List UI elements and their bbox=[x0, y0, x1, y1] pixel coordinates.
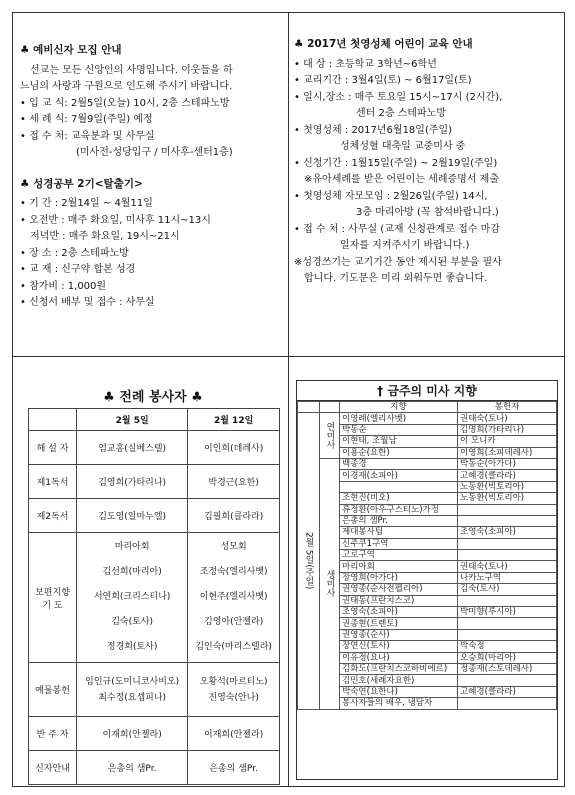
mass-intention: 고로구역 bbox=[340, 550, 458, 561]
mass-donor: 박숙정 bbox=[458, 641, 557, 652]
mass-donor: 고혜경(클라라) bbox=[458, 686, 557, 697]
mass-intention: 김화도(프란치스코하비에르) bbox=[340, 663, 458, 674]
duty-cell-list bbox=[188, 533, 280, 663]
duty-row-label: 보편지향기 도 bbox=[29, 533, 77, 663]
mass-donor: 이영희(소피데레사) bbox=[458, 447, 557, 458]
mass-intention: 이현태, 조월남 bbox=[340, 436, 458, 447]
mass-intention: 권종현(트렌토) bbox=[340, 618, 458, 629]
duty-name: 정경희(토사) bbox=[106, 642, 158, 652]
catechumen-line: 선교는 모든 신앙인의 사명입니다. 이웃들을 하 bbox=[30, 64, 233, 76]
mass-donor bbox=[458, 675, 557, 686]
mass-intention: 백종경 bbox=[340, 458, 458, 469]
communion-line: • 신청기간 : 1월15일(주일) ~ 2월19일(주일) bbox=[294, 157, 498, 169]
duty-row-label: 해 설 자 bbox=[29, 431, 77, 465]
mass-intention: 조현진(비오) bbox=[340, 493, 458, 504]
communion-line: ※유아세례를 받은 어린이는 세례증명서 제출 bbox=[304, 174, 499, 185]
mass-donor: 오승희(마리아) bbox=[458, 652, 557, 663]
bible-line: • 오전반 : 매주 화요일, 미사후 11시~13시 bbox=[20, 214, 211, 226]
duty-cell-list bbox=[77, 533, 188, 663]
mass-donor: 이 모니카 bbox=[458, 436, 557, 447]
catechumen-title: ♣ 예비신자 모집 안내 bbox=[20, 44, 122, 56]
bible-line: • 신청서 배부 및 접수 : 사무실 bbox=[20, 297, 155, 308]
mass-donor: 박미향(루시아) bbox=[458, 607, 557, 618]
mass-intention: 이경재(소피아) bbox=[340, 470, 458, 481]
catechumen-line: • 입 교 식: 2월5일(오늘) 10시, 2층 스테파노방 bbox=[20, 97, 230, 109]
mass-intention: 이용순(요한) bbox=[340, 447, 458, 458]
mass-donor bbox=[458, 629, 557, 640]
mass-donor bbox=[458, 504, 557, 515]
communion-line: 성체성혈 대축일 교중미사 중 bbox=[340, 141, 466, 152]
duty-name: 김인숙(마리스텔라) bbox=[195, 642, 272, 652]
divider-vertical-top bbox=[288, 12, 289, 357]
communion-line: 합니다. 기도문은 미리 외워두면 좋습니다. bbox=[304, 273, 488, 284]
mass-intention: 권영종(순사) bbox=[340, 629, 458, 640]
duty-name: 임인규(도미니코사비오) bbox=[85, 676, 180, 687]
notice-left bbox=[20, 40, 284, 312]
bible-line: 저녁반 : 매주 화요일, 19시~21시 bbox=[30, 231, 180, 242]
mass-donor: 권태숙(토나) bbox=[458, 413, 557, 424]
mass-intention: 이유정(요나) bbox=[340, 652, 458, 663]
mass-group-label: 연미사 bbox=[320, 413, 340, 459]
mass-donor bbox=[458, 515, 557, 526]
bible-title: ♣ 성경공부 2기<탈출기> bbox=[20, 177, 143, 190]
mass-intention: 봉사자들의 배우, 냉담자 bbox=[340, 698, 458, 709]
mass-date-label: 2월 5일(주일) bbox=[298, 413, 320, 709]
duty-row-label: 반 주 자 bbox=[29, 717, 77, 751]
duty-row-label: 신자안내 bbox=[29, 751, 77, 785]
duty-col-date: 2월 5일 bbox=[77, 409, 188, 431]
mass-intentions bbox=[296, 380, 558, 780]
catechumen-line: • 접 수 처: 교육분과 및 사무실 bbox=[20, 130, 155, 142]
communion-line: ※성경쓰기는 교기기간 동안 제시된 부분을 필사 bbox=[294, 256, 502, 268]
mass-intention: 이영례(엘리사벳) bbox=[340, 413, 458, 424]
mass-group-label: 생미사 bbox=[320, 458, 340, 709]
mass-intention: 김민호(세례자요한) bbox=[340, 675, 458, 686]
duty-cell: 김필희(클라라) bbox=[188, 499, 280, 533]
duty-cell: 은총의 샘Pr. bbox=[188, 751, 280, 785]
mass-donor: 김숙(토사) bbox=[458, 584, 557, 595]
communion-line: • 접 수 처 : 사무실 (교재 신청관계로 접수 마감 bbox=[294, 223, 500, 235]
notice-right bbox=[294, 34, 562, 288]
duty-name: 김선희(마리아) bbox=[102, 567, 162, 577]
mass-intention: 박동순 bbox=[340, 424, 458, 435]
mass-intention: 장영희(아가다) bbox=[340, 572, 458, 583]
duty-cell: 이재희(안젤라) bbox=[188, 717, 280, 751]
mass-intention bbox=[340, 481, 458, 492]
mass-donor: 노동환(빅토리아) bbox=[458, 481, 557, 492]
mass-intention: 류정환(아우구스티노)가정 bbox=[340, 504, 458, 515]
duty-cell: 엄교흥(실베스텔) bbox=[77, 431, 188, 465]
bible-line: • 장 소 : 2층 스테파노방 bbox=[20, 247, 129, 259]
duty-name: 서연희(크리스티나) bbox=[93, 592, 171, 602]
duty-cell: 이인희(데레사) bbox=[188, 431, 280, 465]
mass-intention: 박숙연(요한나) bbox=[340, 686, 458, 697]
mass-intention: 권영종(순사전펠리아) bbox=[340, 584, 458, 595]
duty-cell: 이재희(안젤라) bbox=[77, 717, 188, 751]
mass-intention: 조영숙(소피아) bbox=[340, 607, 458, 618]
communion-line: • 일시,장소 : 매주 토요일 15시~17시 (2시간), bbox=[294, 91, 503, 103]
mass-donor bbox=[458, 595, 557, 606]
mass-donor: 박동순(아가다) bbox=[458, 458, 557, 469]
duty-cell: 김도영(일마누엘) bbox=[77, 499, 188, 533]
mass-donor: 나카노구역 bbox=[458, 572, 557, 583]
communion-line: 일자를 지켜주시기 바랍니다.) bbox=[340, 240, 470, 251]
duty-name: 조정숙(엘리사벳) bbox=[199, 567, 268, 577]
mass-intention: 신주쿠1구역 bbox=[340, 538, 458, 549]
duty-cell: 김영희(가타리나) bbox=[77, 465, 188, 499]
mass-intention: 은총의 샘Pr. bbox=[340, 515, 458, 526]
duty-table bbox=[28, 408, 280, 785]
divider-vertical-bottom bbox=[288, 356, 289, 787]
bible-line: • 참가비 : 1,000원 bbox=[20, 280, 107, 292]
duty-name: 김숙(토사) bbox=[111, 617, 154, 627]
mass-donor: 조영숙(소피아) bbox=[458, 527, 557, 538]
duty-col-date: 2월 12일 bbox=[188, 409, 280, 431]
mass-intention: 권태동(프란치스코) bbox=[340, 595, 458, 606]
mass-table bbox=[297, 401, 557, 710]
mass-intention: 장연신(토사) bbox=[340, 641, 458, 652]
duty-row-label: 예물봉헌 bbox=[29, 663, 77, 717]
mass-header: 봉헌자 bbox=[458, 402, 557, 413]
duty-row-label: 제1독서 bbox=[29, 465, 77, 499]
mass-donor bbox=[458, 698, 557, 709]
duty-name: 최수정(요셉피나) bbox=[98, 692, 167, 703]
duty-cell-list bbox=[77, 663, 188, 717]
mass-intention: 제대봉사팀 bbox=[340, 527, 458, 538]
mass-donor: 정종재(스토데레사) bbox=[458, 663, 557, 674]
communion-line: 센터 2층 스테파노방 bbox=[356, 108, 446, 119]
mass-donor: 권태숙(토나) bbox=[458, 561, 557, 572]
duty-cell: 은총의 샘Pr. bbox=[77, 751, 188, 785]
duty-name: 마리아회 bbox=[114, 542, 150, 552]
duty-name: 김영아(안젤라) bbox=[204, 617, 264, 627]
communion-line: • 첫영성체 자모모임 : 2월26일(주일) 14시, bbox=[294, 190, 488, 202]
communion-line: • 첫영성체 : 2017년6월18일(주일) bbox=[294, 124, 453, 136]
catechumen-line: (미사전-성당입구 / 미사후-센터1층) bbox=[76, 147, 233, 158]
mass-donor: 노동환(빅토리아) bbox=[458, 493, 557, 504]
duty-name: 성모회 bbox=[220, 542, 247, 552]
bible-line: • 기 간 : 2월14일 ~ 4월11일 bbox=[20, 198, 153, 209]
mass-donor bbox=[458, 550, 557, 561]
catechumen-line: • 세 례 식: 7월9일(주일) 예정 bbox=[20, 114, 153, 125]
duty-title: ♣ 전례 봉사자 ♣ bbox=[103, 390, 203, 405]
mass-donor bbox=[458, 538, 557, 549]
duty-name: 오황석(마르티노) bbox=[199, 676, 268, 687]
communion-line: • 교리기간 : 3월4일(토) ~ 6월17일(토) bbox=[294, 75, 472, 86]
duty-cell-list bbox=[188, 663, 280, 717]
mass-donor bbox=[458, 618, 557, 629]
mass-title: † 금주의 미사 지향 bbox=[297, 381, 557, 401]
communion-title: ♣ 2017년 첫영성체 어린이 교육 안내 bbox=[294, 38, 473, 50]
duty-name: 진영숙(안나) bbox=[208, 692, 259, 703]
duty-row-label: 제2독서 bbox=[29, 499, 77, 533]
bible-line: • 교 재 : 신구약 합본 성경 bbox=[20, 264, 136, 275]
mass-intention: 마리아회 bbox=[340, 561, 458, 572]
catechumen-line: 느님의 사랑과 구원으로 인도해 주시기 바랍니다. bbox=[20, 81, 233, 92]
mass-header: 지향 bbox=[340, 402, 458, 413]
mass-donor: 고혜경(클라라) bbox=[458, 470, 557, 481]
duty-cell: 박경근(요한) bbox=[188, 465, 280, 499]
communion-line: • 대 상 : 초등학교 3학년~6학년 bbox=[294, 58, 437, 70]
mass-donor: 김명희(가타리나) bbox=[458, 424, 557, 435]
duty-name: 이현주(엘리사벳) bbox=[199, 592, 268, 602]
communion-line: 3층 마리아방 (꼭 참석바랍니다.) bbox=[356, 207, 499, 218]
